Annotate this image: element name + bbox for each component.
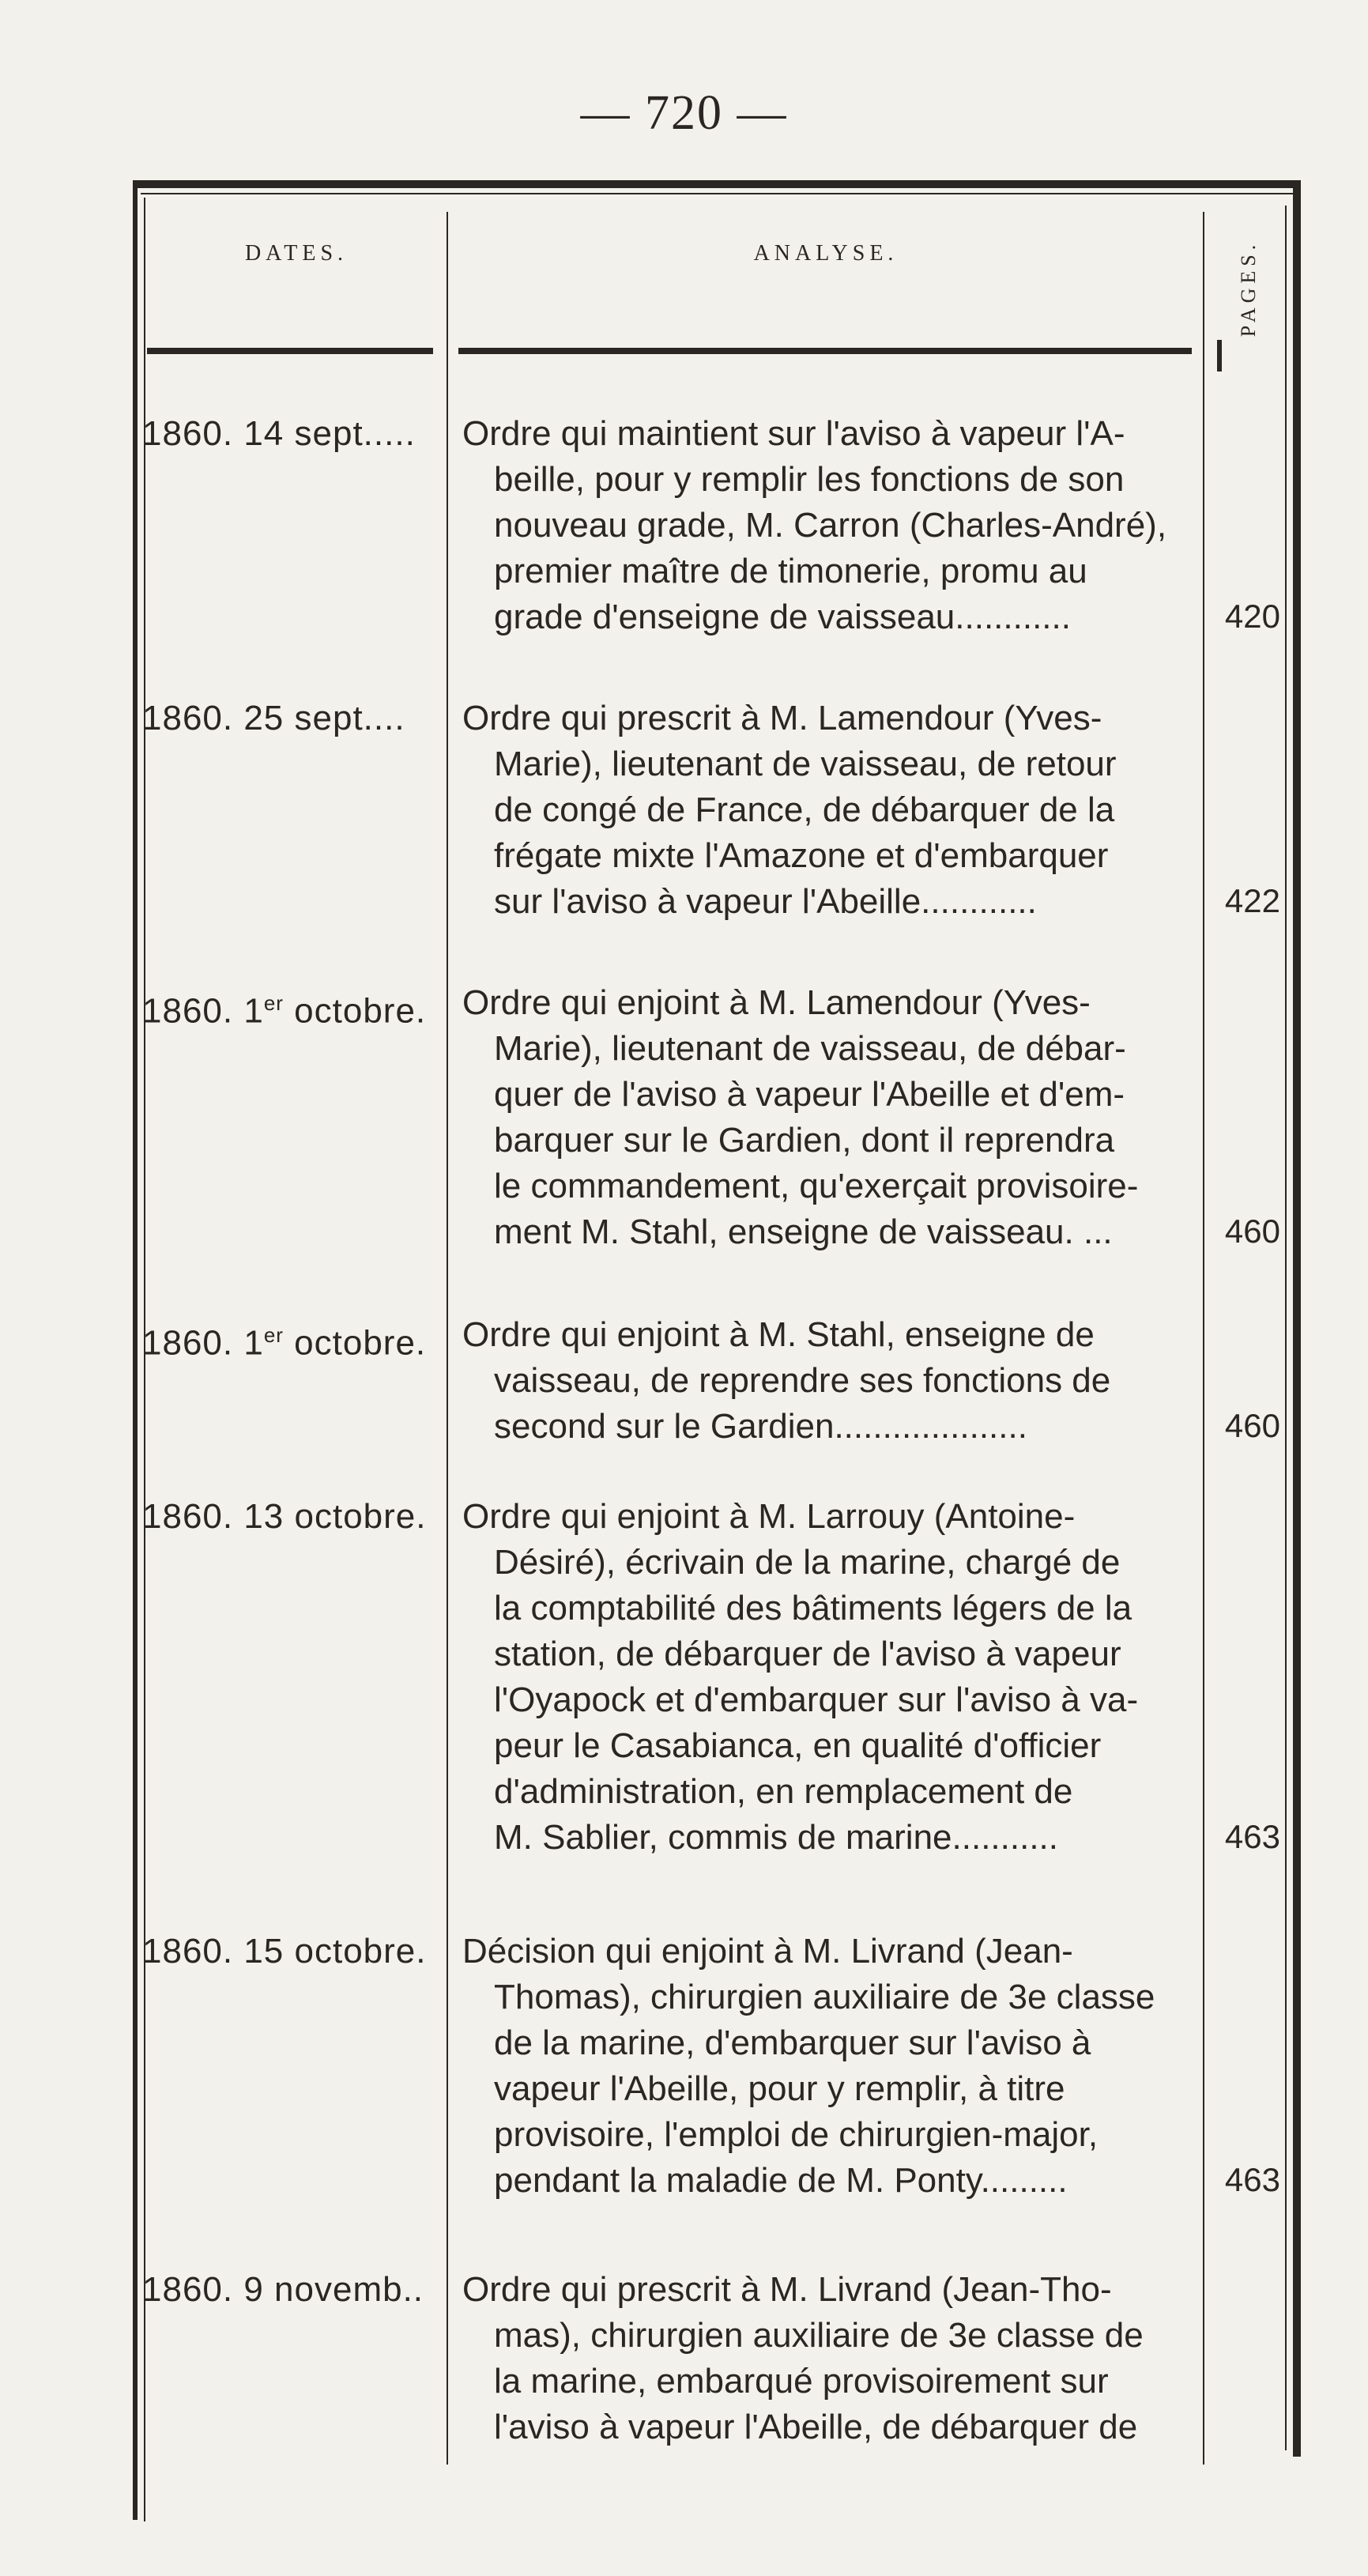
- analysis-line: provisoire, l'emploi de chirurgien-major,: [494, 2115, 1099, 2154]
- analysis-line: station, de débarquer de l'aviso à vapeur: [494, 1635, 1121, 1673]
- header-dates: DATES.: [244, 241, 349, 266]
- analysis-line: barquer sur le Gardien, dont il reprendra: [494, 1121, 1115, 1160]
- header-analyse: ANALYSE.: [753, 241, 899, 266]
- analysis-line: grade d'enseigne de vaisseau............: [494, 598, 1071, 636]
- analysis-line: premier maître de timonerie, promu au: [494, 552, 1087, 590]
- entry-page: 460: [1224, 1407, 1280, 1444]
- analysis-line: M. Sablier, commis de marine...........: [494, 1818, 1058, 1857]
- entry-date-sup: er: [263, 991, 284, 1015]
- analysis-line: de congé de France, de débarquer de la: [494, 790, 1115, 829]
- analysis-line: Décision qui enjoint à M. Livrand (Jean-: [462, 1932, 1073, 1971]
- entry-date-year: 1860. 1: [142, 1323, 264, 1363]
- column-divider-dates: [447, 212, 448, 2465]
- analysis-line: la comptabilité des bâtiments légers de la: [494, 1589, 1132, 1627]
- entry-page: 460: [1224, 1213, 1280, 1250]
- entry-date: 1860. 13 octobre.: [142, 1497, 427, 1536]
- analysis-line: peur le Casabianca, en qualité d'officier: [494, 1726, 1102, 1765]
- entry-page: 422: [1224, 882, 1280, 919]
- table-top-inner-border: [141, 193, 1293, 194]
- entry-date: 1860. 25 sept....: [142, 699, 405, 737]
- entry-analysis: [462, 696, 1193, 925]
- analysis-line: Ordre qui prescrit à M. Lamendour (Yves-: [462, 699, 1102, 737]
- analysis-line: beille, pour y remplir les fonctions de son: [494, 460, 1125, 499]
- entry-date: 1860. 14 sept.....: [142, 414, 416, 453]
- entry-date-sup: er: [263, 1323, 284, 1347]
- analysis-line: l'aviso à vapeur l'Abeille, de débarquer de: [494, 2408, 1138, 2446]
- analysis-line: Désiré), écrivain de la marine, chargé de: [494, 1543, 1121, 1582]
- header-rule-analyse: [458, 348, 1192, 354]
- analysis-line: quer de l'aviso à vapeur l'Abeille et d'em-: [494, 1075, 1125, 1114]
- table-left-border: [133, 180, 138, 2520]
- analysis-line: Ordre qui prescrit à M. Livrand (Jean-Tho-: [462, 2270, 1112, 2309]
- header-rule-pages: [1217, 340, 1222, 372]
- table-right-inner-border: [1285, 206, 1287, 2450]
- page-number: — 720 —: [580, 86, 788, 140]
- entry-page: 420: [1224, 598, 1280, 635]
- analysis-line: Marie), lieutenant de vaisseau, de retour: [494, 745, 1117, 783]
- entry-analysis: [462, 2267, 1193, 2450]
- analysis-line: d'administration, en remplacement de: [494, 1772, 1073, 1811]
- analysis-line: l'Oyapock et d'embarquer sur l'aviso à va-: [494, 1680, 1139, 1719]
- entry-date-year: 1860. 1: [142, 991, 264, 1031]
- analysis-line: mas), chirurgien auxiliaire de 3e classe de: [494, 2316, 1144, 2355]
- analysis-line: vaisseau, de reprendre ses fonctions de: [494, 1361, 1111, 1400]
- analysis-line: vapeur l'Abeille, pour y remplir, à titre: [494, 2069, 1065, 2108]
- entry-date-month: octobre.: [283, 1323, 427, 1363]
- analysis-line: frégate mixte l'Amazone et d'embarquer: [494, 836, 1109, 875]
- entry-date: [142, 1312, 447, 1367]
- header-pages-label: PAGES.: [1237, 239, 1260, 338]
- entry-page: 463: [1224, 2161, 1280, 2198]
- analysis-line: le commandement, qu'exerçait provisoire-: [494, 1167, 1139, 1205]
- analysis-line: ment M. Stahl, enseigne de vaisseau. ...: [494, 1213, 1113, 1251]
- analysis-line: Ordre qui maintient sur l'aviso à vapeur l'A-: [462, 414, 1125, 453]
- entry-date-month: octobre.: [283, 991, 427, 1031]
- analysis-line: de la marine, d'embarquer sur l'aviso à: [494, 2023, 1091, 2062]
- analysis-line: Thomas), chirurgien auxiliaire de 3e classe: [494, 1978, 1155, 2016]
- table-top-border: [133, 180, 1301, 188]
- entry-analysis: [462, 411, 1193, 640]
- entry-analysis: [462, 1494, 1193, 1861]
- analysis-line: Marie), lieutenant de vaisseau, de débar-: [494, 1029, 1126, 1068]
- header-rule-dates: [147, 348, 433, 354]
- entry-analysis: [462, 1312, 1193, 1450]
- entry-page: 463: [1224, 1818, 1280, 1855]
- analysis-line: Ordre qui enjoint à M. Stahl, enseigne de: [462, 1315, 1095, 1354]
- entry-date: 1860. 9 novemb..: [142, 2270, 424, 2309]
- analysis-line: Ordre qui enjoint à M. Larrouy (Antoine-: [462, 1497, 1076, 1536]
- entry-analysis: [462, 980, 1193, 1255]
- analysis-line: second sur le Gardien....................: [494, 1407, 1027, 1446]
- analysis-line: sur l'aviso à vapeur l'Abeille............: [494, 882, 1037, 921]
- entry-analysis: [462, 1929, 1193, 2204]
- analysis-line: nouveau grade, M. Carron (Charles-André),: [494, 506, 1167, 545]
- analysis-line: la marine, embarqué provisoirement sur: [494, 2362, 1109, 2401]
- analysis-line: pendant la maladie de M. Ponty.........: [494, 2161, 1068, 2200]
- entry-date: [142, 980, 447, 1035]
- table-right-border: [1293, 180, 1301, 2457]
- entry-date: 1860. 15 octobre.: [142, 1932, 427, 1971]
- column-divider-pages: [1203, 212, 1204, 2465]
- header-pages: [1225, 213, 1272, 364]
- analysis-line: Ordre qui enjoint à M. Lamendour (Yves-: [462, 983, 1091, 1022]
